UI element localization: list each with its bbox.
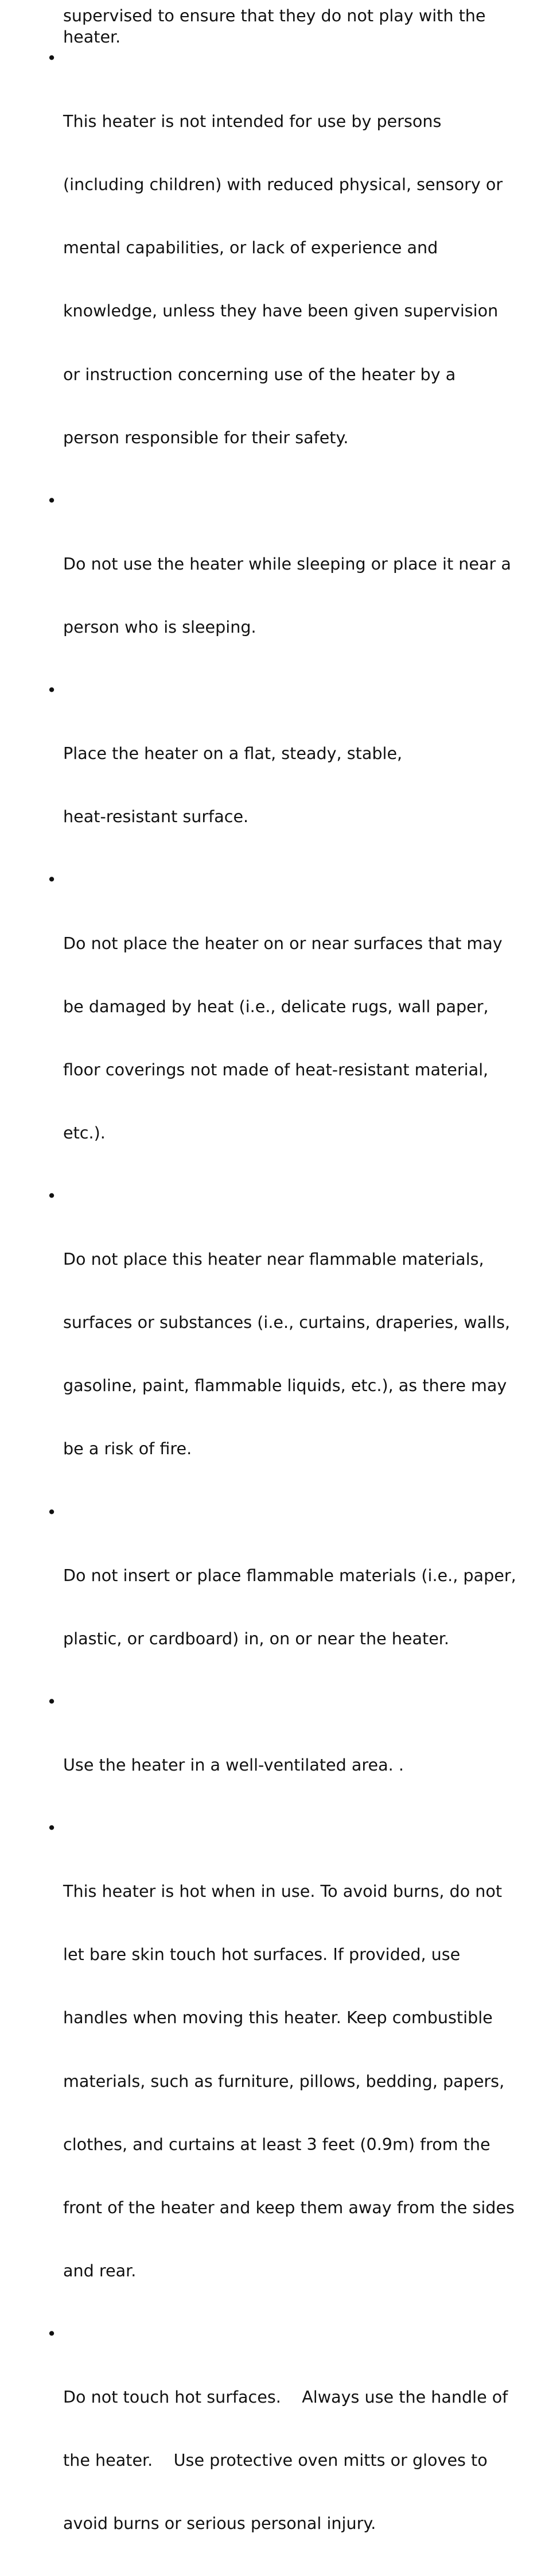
text-line: avoid burns or serious personal injury. xyxy=(63,2513,376,2534)
text-line: let bare skin touch hot surfaces. If provided, use xyxy=(63,1944,461,1965)
text-line: Do not place the heater on or near surfaces that may xyxy=(63,933,503,953)
bullet-icon: • xyxy=(46,48,57,68)
text-line: and rear. xyxy=(63,2260,137,2280)
text-line: heater. xyxy=(63,26,121,47)
text-line: supervised to ensure that they do not play with the xyxy=(63,6,486,25)
text-line: Do not use the heater while sleeping or place it near a xyxy=(63,553,511,574)
bullet-icon: • xyxy=(46,2323,57,2343)
text-line: heat-resistant surface. xyxy=(63,807,249,827)
list-item xyxy=(46,48,522,490)
list-item xyxy=(46,1186,522,1502)
text-line: mental capabilities, or lack of experience and xyxy=(63,238,438,258)
list-item xyxy=(46,1691,522,1818)
text-line: This heater is not intended for use by persons xyxy=(63,111,442,131)
text-line: person who is sleeping. xyxy=(63,617,256,637)
text-line: be a risk of fire. xyxy=(63,1439,192,1459)
text-line: Do not touch hot surfaces. Always use the handle of xyxy=(63,2387,508,2407)
text-line: the heater. Use protective oven mitts or gloves to xyxy=(63,2450,488,2470)
text-line: Do not insert or place flammable materials (i.e., paper, xyxy=(63,1565,516,1585)
bullet-icon: • xyxy=(46,1502,57,1522)
list-item xyxy=(46,869,522,1186)
bullet-icon: • xyxy=(46,1186,57,1206)
text-line: gasoline, paint, flammable liquids, etc.), as there may xyxy=(63,1376,507,1396)
list-item xyxy=(46,680,522,869)
bullet-icon: • xyxy=(46,1691,57,1711)
list-item xyxy=(46,490,522,680)
safety-instructions-list xyxy=(46,48,522,2576)
bullet-icon: • xyxy=(46,1818,57,1838)
text-line: Use the heater in a well-ventilated area. . xyxy=(63,1754,404,1775)
text-line: handles when moving this heater. Keep combustible xyxy=(63,2008,493,2028)
continued-paragraph xyxy=(63,5,522,47)
text-line: clothes, and curtains at least 3 feet (0.9m) from the xyxy=(63,2134,490,2154)
text-line: or instruction concerning use of the heater by a xyxy=(63,364,456,384)
text-line: etc.). xyxy=(63,1122,106,1142)
bullet-icon: • xyxy=(46,680,57,700)
bullet-icon: • xyxy=(46,490,57,510)
list-item xyxy=(46,1502,522,1691)
text-line: floor coverings not made of heat-resistant material, xyxy=(63,1059,489,1079)
text-line: knowledge, unless they have been given supervision xyxy=(63,301,499,321)
text-line: (including children) with reduced physical, sensory or xyxy=(63,175,503,195)
text-line: be damaged by heat (i.e., delicate rugs, wall paper, xyxy=(63,996,489,1016)
text-line: This heater is hot when in use. To avoid burns, do not xyxy=(63,1881,503,1901)
text-line: person responsible for their safety. xyxy=(63,427,349,447)
text-line: surfaces or substances (i.e., curtains, draperies, walls, xyxy=(63,1312,511,1332)
text-line: front of the heater and keep them away from the sides xyxy=(63,2197,515,2217)
text-line: Do not place this heater near flammable materials, xyxy=(63,1249,484,1269)
text-line: plastic, or cardboard) in, on or near the heater. xyxy=(63,1628,450,1648)
bullet-icon: • xyxy=(46,870,57,890)
text-line: materials, such as furniture, pillows, bedding, papers, xyxy=(63,2071,505,2091)
list-item xyxy=(46,2323,522,2576)
list-item xyxy=(46,1818,522,2323)
text-line: Place the heater on a flat, steady, stable, xyxy=(63,743,403,764)
